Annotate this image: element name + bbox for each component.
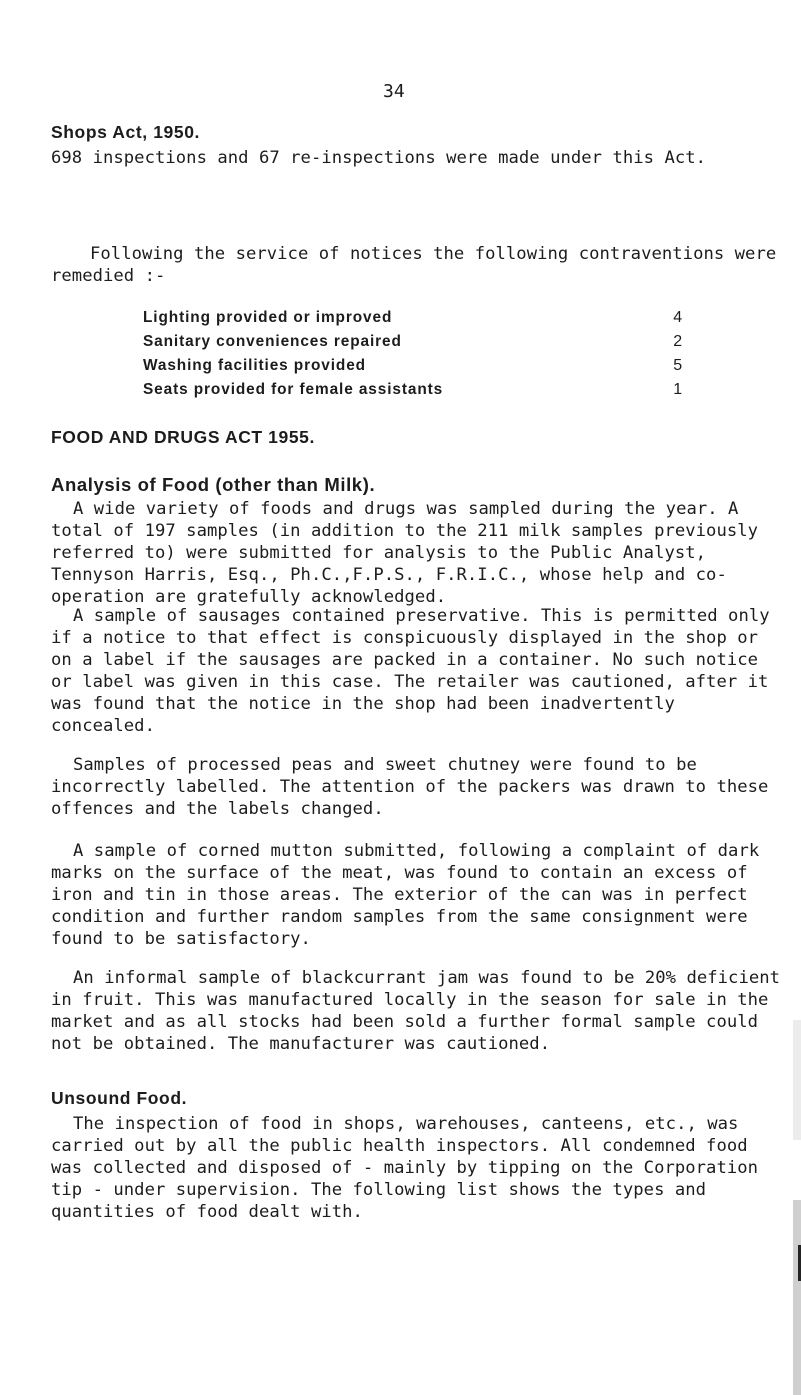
contravention-label: Washing facilities provided — [143, 357, 366, 374]
corned-mutton-paragraph: A sample of corned mutton submitted, following a complaint of dark marks on the surface of the meat, was found to contain an excess of iron and tin in those areas. The exterior of the can was in perfect condition and further random samples from the same consignment were found to be satisfactory. — [51, 841, 760, 949]
contravention-label: Lighting provided or improved — [143, 309, 393, 326]
contravention-count: 1 — [673, 381, 683, 398]
contravention-row — [143, 309, 683, 333]
unsound-food-paragraph: The inspection of food in shops, warehouses, canteens, etc., was carried out by all the public health inspectors. All condemned food was collected and disposed of - mainly by tipping on the Corporation tip - under supervision. The following list shows the types and quantities of food dealt with. — [51, 1114, 759, 1222]
food-drugs-act-heading: FOOD AND DRUGS ACT 1955. — [51, 427, 315, 447]
shops-act-inspections-text: 698 inspections and 67 re-inspections were made under this Act. — [51, 148, 707, 168]
blackcurrant-jam-paragraph: An informal sample of blackcurrant jam was found to be 20% deficient in fruit. This was manufactured locally in the season for sale in the market and as all stocks had been sold a further formal sample could not be obtained. The manufacturer was cautioned. — [51, 968, 781, 1054]
analysis-paragraph-1: A wide variety of foods and drugs was sampled during the year. A total of 197 samples (in addition to the 211 milk samples previously referred to) were submitted for analysis to the Public Analyst, Tennyson Harris, Esq., Ph.C.,F.P.S., F.R.I.C., whose help and co-operation are gratefully acknowledged. — [51, 499, 759, 607]
scan-edge-shadow — [793, 1200, 801, 1395]
contravention-count: 4 — [673, 309, 683, 326]
shops-act-intro-text: Following the service of notices the following contraventions were remedied :- — [51, 244, 777, 286]
contravention-row — [143, 381, 683, 405]
page-number: 34 — [383, 81, 405, 102]
contravention-count: 2 — [673, 333, 683, 350]
scan-edge-shadow — [793, 1020, 801, 1140]
contravention-row — [143, 333, 683, 357]
contravention-count: 5 — [673, 357, 683, 374]
shops-act-heading: Shops Act, 1950. — [51, 122, 201, 142]
contravention-label: Seats provided for female assistants — [143, 381, 444, 398]
contravention-label: Sanitary conveniences repaired — [143, 333, 402, 350]
contraventions-list — [143, 309, 683, 405]
unsound-food-heading: Unsound Food. — [51, 1088, 188, 1108]
contravention-row — [143, 357, 683, 381]
labelling-paragraph: Samples of processed peas and sweet chutney were found to be incorrectly labelled. The attention of the packers was drawn to these offences and the labels changed. — [51, 755, 769, 819]
analysis-heading: Analysis of Food (other than Milk). — [51, 474, 376, 495]
sausages-paragraph: A sample of sausages contained preservative. This is permitted only if a notice to that effect is conspicuously displayed in the shop or on a label if the sausages are packed in a container. No such notice or label was given in this case. The retailer was cautioned, after it was found that the notice in the shop had been inadvertently concealed. — [51, 606, 770, 736]
